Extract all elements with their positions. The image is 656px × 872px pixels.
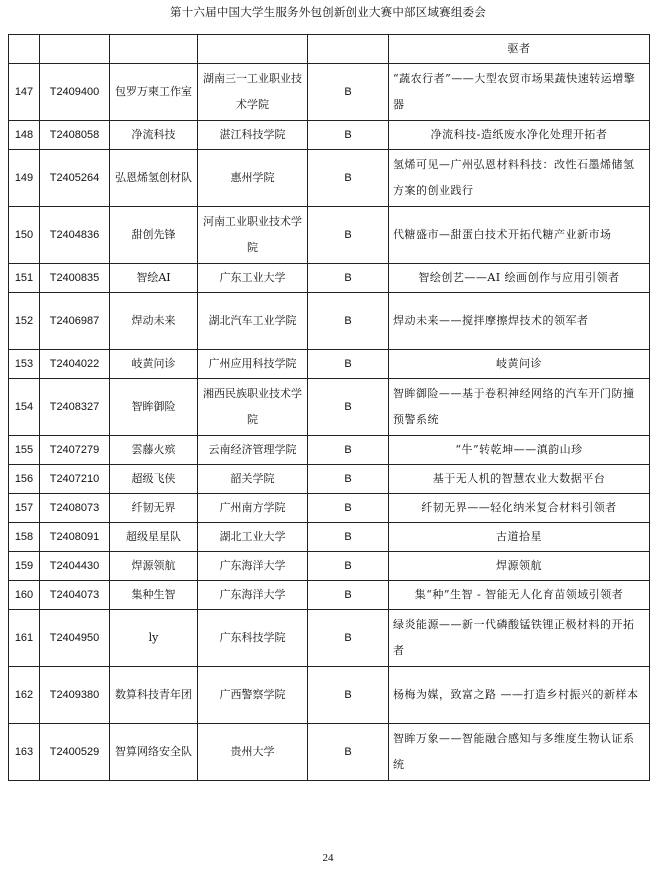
grade-cell: B [308,150,389,207]
row-number-cell: 155 [9,436,40,465]
continuation-team-cell [110,35,198,64]
project-cell: 纤韧无界——轻化纳米复合材料引领者 [389,494,650,523]
team-id-cell: T2404950 [40,610,110,667]
school-cell: 湘西民族职业技术学院 [198,379,308,436]
table-row [9,150,650,207]
grade-cell: B [308,436,389,465]
grade-cell: B [308,121,389,150]
team-id-cell: T2407210 [40,465,110,494]
grade-cell: B [308,523,389,552]
row-number-cell: 151 [9,264,40,293]
table-row [9,379,650,436]
team-id-cell: T2408058 [40,121,110,150]
continuation-id-cell [40,35,110,64]
row-number-cell: 150 [9,207,40,264]
team-name-cell: 智眸御险 [110,379,198,436]
continuation-row [9,35,650,64]
team-id-cell: T2404073 [40,581,110,610]
team-name-cell: 超级星星队 [110,523,198,552]
grade-cell: B [308,350,389,379]
team-name-cell: 智绘AI [110,264,198,293]
school-cell: 湖南三一工业职业技术学院 [198,64,308,121]
project-cell: 集“种”生智 - 智能无人化育苗领域引领者 [389,581,650,610]
project-cell: 岐黄问诊 [389,350,650,379]
school-cell: 广东科技学院 [198,610,308,667]
table-row [9,667,650,724]
grade-cell: B [308,581,389,610]
team-name-cell: 包罗万柬工作室 [110,64,198,121]
row-number-cell: 152 [9,293,40,350]
team-name-cell: 纤韧无界 [110,494,198,523]
team-id-cell: T2409380 [40,667,110,724]
continuation-project-cell: 驱者 [389,35,650,64]
row-number-cell: 147 [9,64,40,121]
team-name-cell: 雲藤火殡 [110,436,198,465]
team-id-cell: T2404430 [40,552,110,581]
document-header: 第十六届中国大学生服务外包创新创业大赛中部区域赛组委会 [170,5,486,19]
grade-cell: B [308,379,389,436]
row-number-cell: 148 [9,121,40,150]
school-cell: 惠州学院 [198,150,308,207]
team-id-cell: T2406987 [40,293,110,350]
award-table-body [9,35,650,781]
team-id-cell: T2405264 [40,150,110,207]
grade-cell: B [308,667,389,724]
project-cell: “牛”转乾坤——滇韵山珍 [389,436,650,465]
row-number-cell: 160 [9,581,40,610]
row-number-cell: 159 [9,552,40,581]
school-cell: 云南经济管理学院 [198,436,308,465]
grade-cell: B [308,494,389,523]
grade-cell: B [308,207,389,264]
table-row [9,523,650,552]
table-row [9,207,650,264]
row-number-cell: 149 [9,150,40,207]
team-id-cell: T2404022 [40,350,110,379]
table-row [9,64,650,121]
award-table [8,34,650,781]
school-cell: 广州应用科技学院 [198,350,308,379]
continuation-no-cell [9,35,40,64]
table-row [9,494,650,523]
table-row [9,264,650,293]
grade-cell: B [308,293,389,350]
table-row [9,350,650,379]
team-name-cell: 甜创先锋 [110,207,198,264]
table-row [9,610,650,667]
team-id-cell: T2408327 [40,379,110,436]
grade-cell: B [308,552,389,581]
school-cell: 湖北工业大学 [198,523,308,552]
team-id-cell: T2408073 [40,494,110,523]
row-number-cell: 156 [9,465,40,494]
team-name-cell: ly [110,610,198,667]
team-name-cell: 焊动未来 [110,293,198,350]
table-row [9,121,650,150]
team-name-cell: 焊源领航 [110,552,198,581]
team-id-cell: T2409400 [40,64,110,121]
team-id-cell: T2408091 [40,523,110,552]
project-cell: “蔬农行者”——大型农贸市场果蔬快速转运增擎器 [389,64,650,121]
continuation-school-cell [198,35,308,64]
school-cell: 广东工业大学 [198,264,308,293]
school-cell: 韶关学院 [198,465,308,494]
table-row [9,465,650,494]
school-cell: 广西警察学院 [198,667,308,724]
continuation-grade-cell [308,35,389,64]
table-row [9,293,650,350]
row-number-cell: 153 [9,350,40,379]
school-cell: 广州南方学院 [198,494,308,523]
grade-cell: B [308,465,389,494]
grade-cell: B [308,610,389,667]
page-number: 24 [322,852,334,864]
grade-cell: B [308,724,389,781]
row-number-cell: 157 [9,494,40,523]
team-id-cell: T2400529 [40,724,110,781]
table-row [9,552,650,581]
project-cell: 智眸万象——智能融合感知与多维度生物认证系统 [389,724,650,781]
team-name-cell: 智算网络安全队 [110,724,198,781]
team-name-cell: 岐黄问诊 [110,350,198,379]
project-cell: 净流科技-造纸废水净化处理开拓者 [389,121,650,150]
row-number-cell: 158 [9,523,40,552]
team-name-cell: 超级飞侠 [110,465,198,494]
project-cell: 代糖盛市—甜蛋白技术开拓代糖产业新市场 [389,207,650,264]
project-cell: 氢烯可见—广州弘恩材料科技：改性石墨烯储氢方案的创业践行 [389,150,650,207]
project-cell: 绿炎能源——新一代磷酸锰铁锂正极材料的开拓者 [389,610,650,667]
row-number-cell: 163 [9,724,40,781]
row-number-cell: 162 [9,667,40,724]
team-name-cell: 数算科技青年团 [110,667,198,724]
team-name-cell: 集种生智 [110,581,198,610]
table-row [9,581,650,610]
row-number-cell: 154 [9,379,40,436]
school-cell: 湖北汽车工业学院 [198,293,308,350]
school-cell: 广东海洋大学 [198,581,308,610]
team-name-cell: 弘恩烯氢创材队 [110,150,198,207]
school-cell: 河南工业职业技术学院 [198,207,308,264]
table-row [9,724,650,781]
team-id-cell: T2400835 [40,264,110,293]
school-cell: 广东海洋大学 [198,552,308,581]
school-cell: 湛江科技学院 [198,121,308,150]
team-name-cell: 净流科技 [110,121,198,150]
project-cell: 智绘创艺——AI 绘画创作与应用引领者 [389,264,650,293]
project-cell: 焊动未来——搅拌摩擦焊技术的领军者 [389,293,650,350]
project-cell: 智眸御险——基于卷积神经网络的汽车开门防撞预警系统 [389,379,650,436]
grade-cell: B [308,64,389,121]
team-id-cell: T2407279 [40,436,110,465]
project-cell: 杨梅为媒，致富之路 ——打造乡村振兴的新样本 [389,667,650,724]
team-id-cell: T2404836 [40,207,110,264]
grade-cell: B [308,264,389,293]
row-number-cell: 161 [9,610,40,667]
project-cell: 基于无人机的智慧农业大数据平台 [389,465,650,494]
project-cell: 焊源领航 [389,552,650,581]
project-cell: 古道拾星 [389,523,650,552]
table-row [9,436,650,465]
school-cell: 贵州大学 [198,724,308,781]
